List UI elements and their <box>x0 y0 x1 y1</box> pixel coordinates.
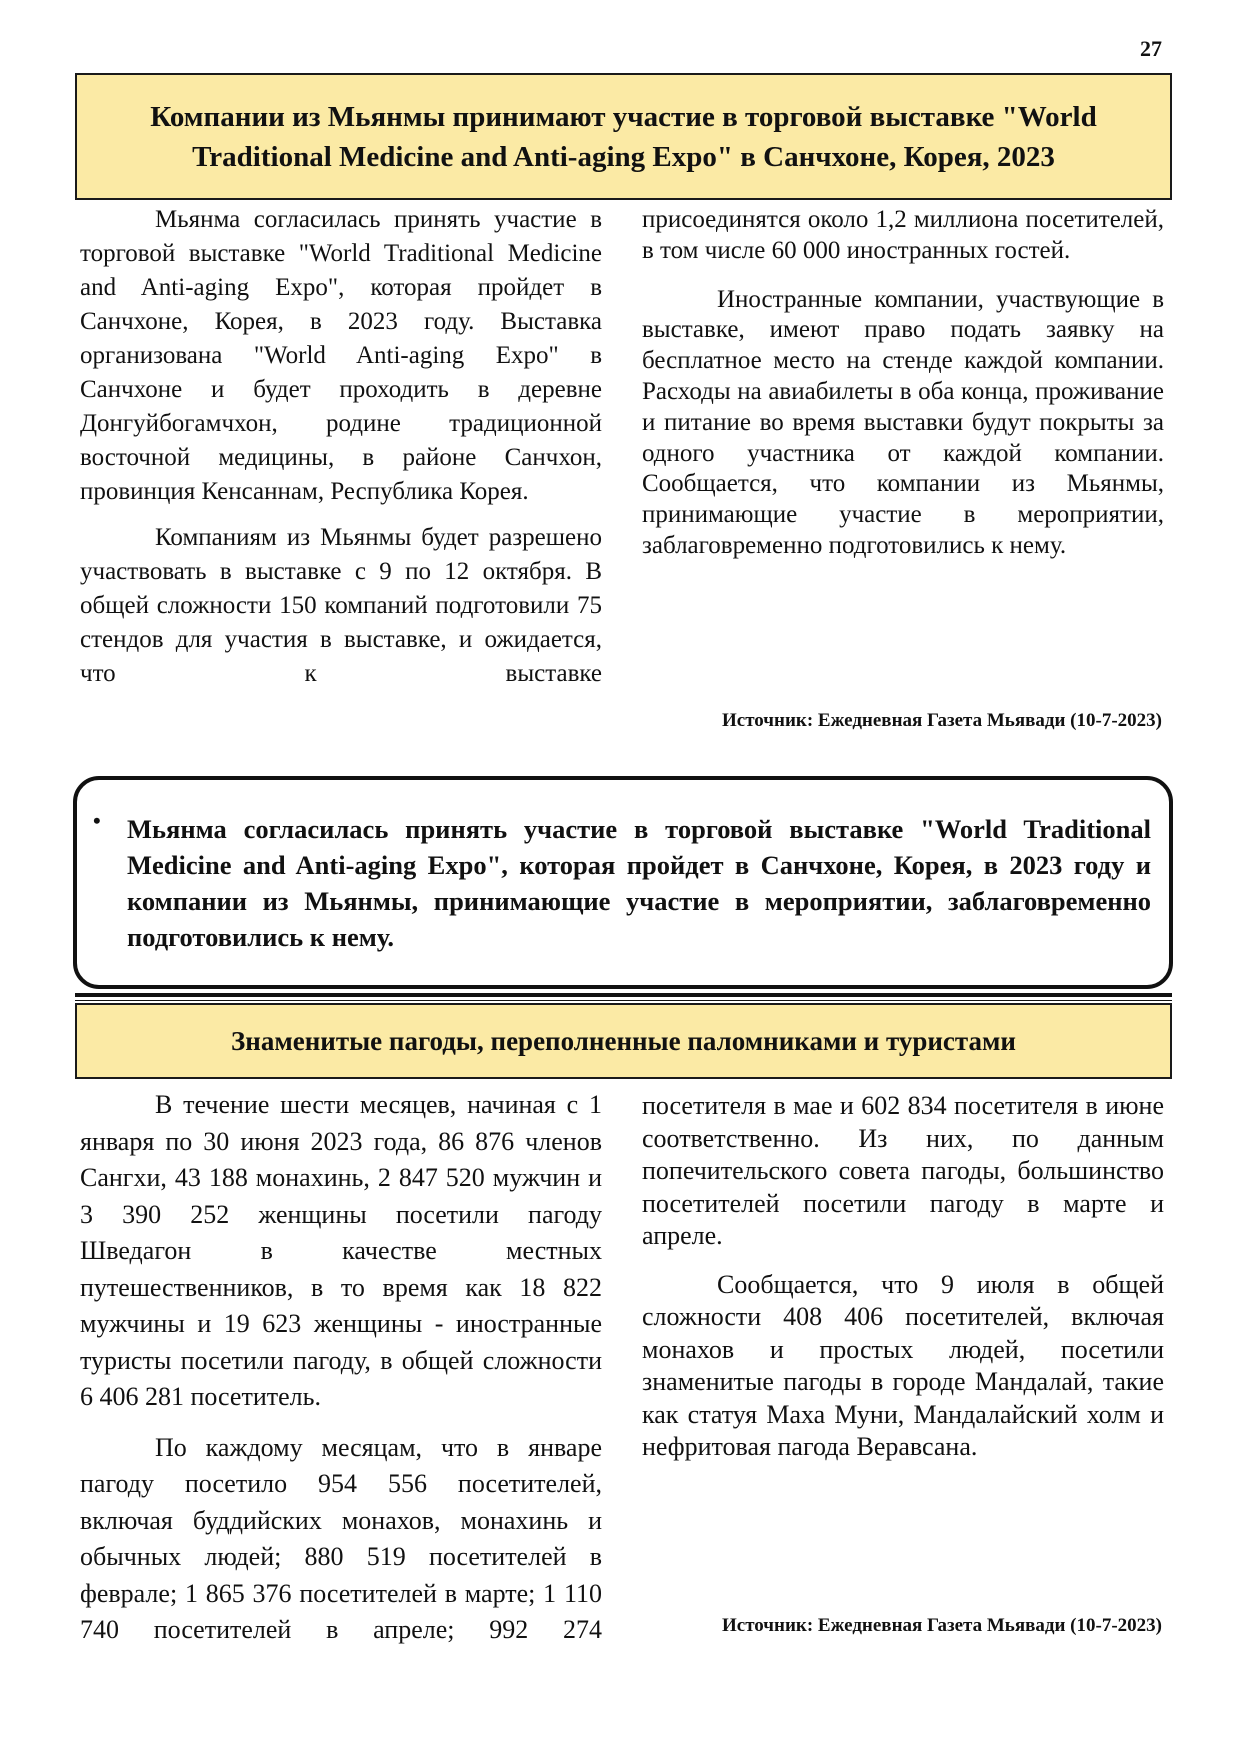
article1-paragraph: Мьянма согласилась принять участие в торговой выставке "World Traditional Medicine and Anti-aging Expo", которая пройдет в Санчхоне, Корея, в 2023 году. Выставка организована "World Anti-aging Expo" в Санчхоне и будет проходить в деревне Донгуйбогамчхон, родине традиционной восточной медицины, в районе Санчхон, провинция Кенсаннам, Республика Корея. <box>80 206 602 505</box>
article1-title: Компании из Мьянмы принимают участие в торговой выставке "World Traditional Medicine and Anti-aging Expo" в Санчхоне, Корея, 2023 <box>75 73 1172 200</box>
article2-source: Источник: Ежедневная Газета Мьявади (10-7-2023) <box>722 1615 1162 1636</box>
bullet-icon: • <box>93 808 101 833</box>
summary-text: Мьянма согласилась принять участие в торговой выставке "World Traditional Medicine and Anti-aging Expo", которая пройдет в Санчхоне, Корея, в 2023 году и компании из Мьянмы, принимающие участие в мероприятии, заблаговременно подготовились к нему. <box>127 813 1151 952</box>
article2-left-column <box>80 1087 602 1649</box>
article1-source: Источник: Ежедневная Газета Мьявади (10-7-2023) <box>722 710 1162 731</box>
article1-paragraph: Иностранные компании, участвующие в выставке, имеют право подать заявку на бесплатное место на стенде каждой компании. Расходы на авиабилеты в оба конца, проживание и питание во время выставки будут покрыты за одного участника от каждой компании. Сообщается, что компании из Мьянмы, принимающие участие в мероприятии, заблаговременно подготовились к нему. <box>642 285 1164 559</box>
article2-paragraph: По каждому месяцам, что в январе пагоду посетило 954 556 посетителей, включая буддийских монахов, монахинь и обычных людей; 880 519 посетителей в феврале; 1 865 376 посетителей в марте; 1 110 740 посетителей в апреле; 992 274 <box>80 1432 602 1644</box>
article2-paragraph: посетителя в мае и 602 834 посетителя в июне соответственно. Из них, по данным попечительского совета пагоды, большинство посетителей посетили пагоду в марте и апреле. <box>642 1091 1164 1250</box>
article1-right-column <box>642 205 1164 562</box>
section-divider <box>75 993 1172 1001</box>
summary-callout <box>73 776 1173 989</box>
page-number: 27 <box>1140 36 1162 61</box>
article2-right-column <box>642 1090 1164 1464</box>
article2-paragraph: Сообщается, что 9 июля в общей сложности 408 406 посетителей, включая монахов и простых людей, посетили знаменитые пагоды в городе Мандалай, такие как статуя Маха Муни, Мандалайский холм и нефритовая пагода Веравсана. <box>642 1269 1164 1461</box>
article1-left-column <box>80 203 602 691</box>
article1-paragraph: присоединятся около 1,2 миллиона посетителей, в том числе 60 000 иностранных гостей. <box>642 206 1164 264</box>
article1-paragraph: Компаниям из Мьянмы будет разрешено участвовать в выставке с 9 по 12 октября. В общей сложности 150 компаний подготовили 75 стендов для участия в выставке, и ожидается, что к выставке <box>80 524 602 687</box>
article2-paragraph: В течение шести месяцев, начиная с 1 января по 30 июня 2023 года, 86 876 членов Сангхи, 43 188 монахинь, 2 847 520 мужчин и 3 390 252 женщины посетили пагоду Шведагон в качестве местных путешественников, в то время как 18 822 мужчины и 19 623 женщины - иностранные туристы посетили пагоду, в общей сложности 6 406 281 посетитель. <box>80 1090 602 1411</box>
article2-title: Знаменитые пагоды, переполненные паломниками и туристами <box>75 1003 1172 1079</box>
